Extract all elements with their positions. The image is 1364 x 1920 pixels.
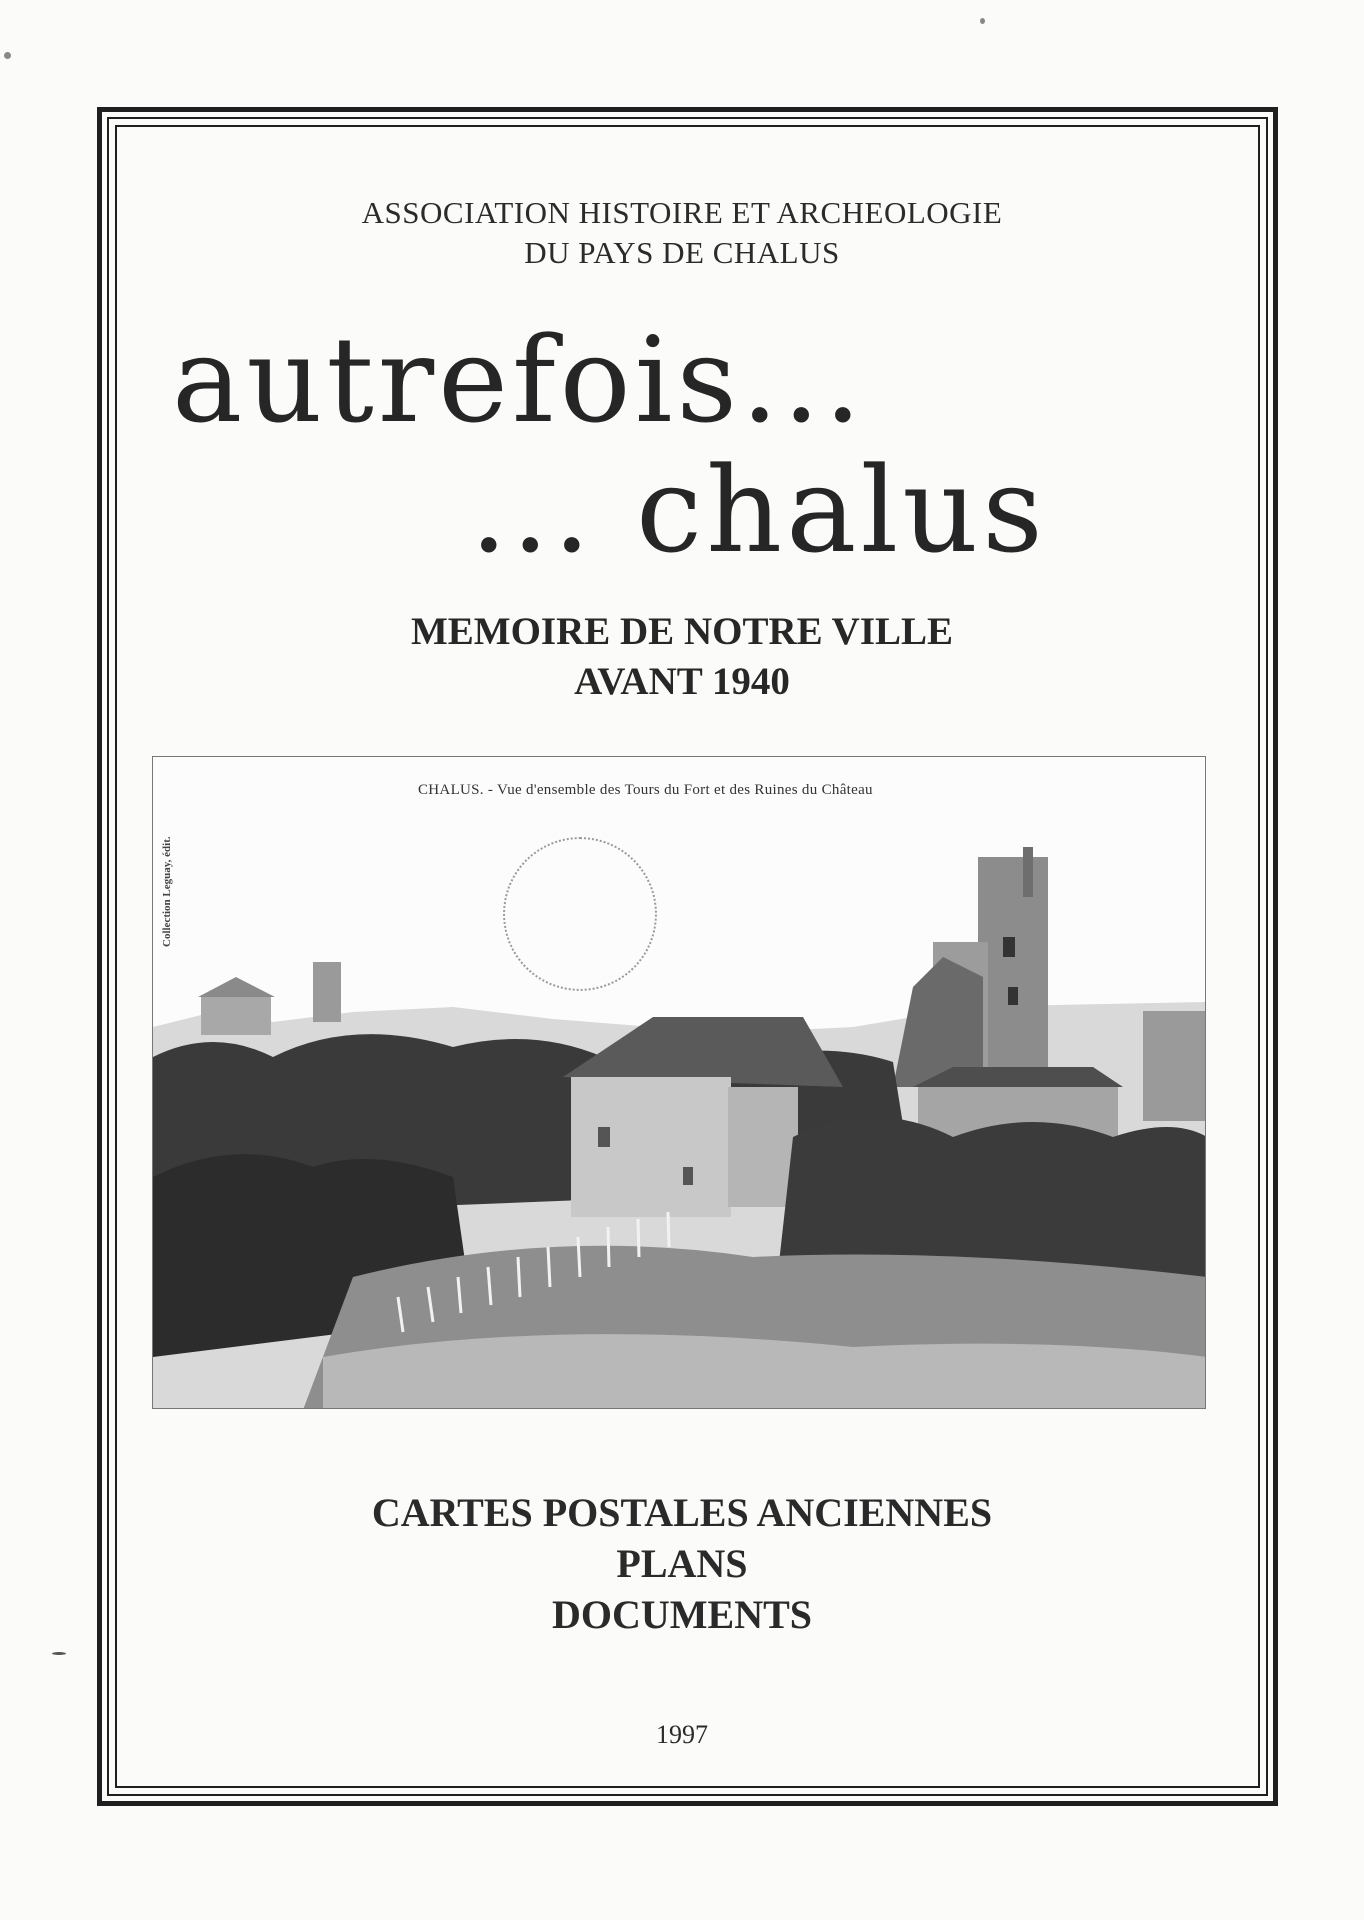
contents-list: [0, 1487, 1364, 1640]
association-line-1: ASSOCIATION HISTOIRE ET ARCHEOLOGIE: [361, 195, 1003, 230]
association-name: [0, 193, 1364, 273]
contents-line-1: CARTES POSTALES ANCIENNES: [371, 1490, 993, 1535]
postcard-photo: [152, 756, 1206, 1409]
contents-line-3: DOCUMENTS: [551, 1592, 813, 1637]
postcard-publisher: Collection Leguay, édit.: [161, 836, 173, 947]
postmark-stamp: [503, 837, 657, 991]
title-line-1: autrefois...: [172, 311, 866, 449]
paper-speck: [52, 1652, 66, 1655]
postcard-caption: CHALUS. - Vue d'ensemble des Tours du Fort et des Ruines du Château: [418, 782, 873, 798]
publication-year: 1997: [656, 1720, 708, 1749]
subtitle-line-2: AVANT 1940: [574, 660, 790, 703]
subtitle: [0, 607, 1364, 707]
village-landscape-illustration: [153, 757, 1206, 1409]
subtitle-line-1: MEMOIRE DE NOTRE VILLE: [410, 610, 954, 653]
contents-line-2: PLANS: [616, 1541, 748, 1586]
paper-speck: [4, 52, 11, 59]
paper-speck: [980, 18, 985, 24]
title-line-2: ... chalus: [470, 441, 1047, 579]
association-line-2: DU PAYS DE CHALUS: [524, 235, 840, 270]
